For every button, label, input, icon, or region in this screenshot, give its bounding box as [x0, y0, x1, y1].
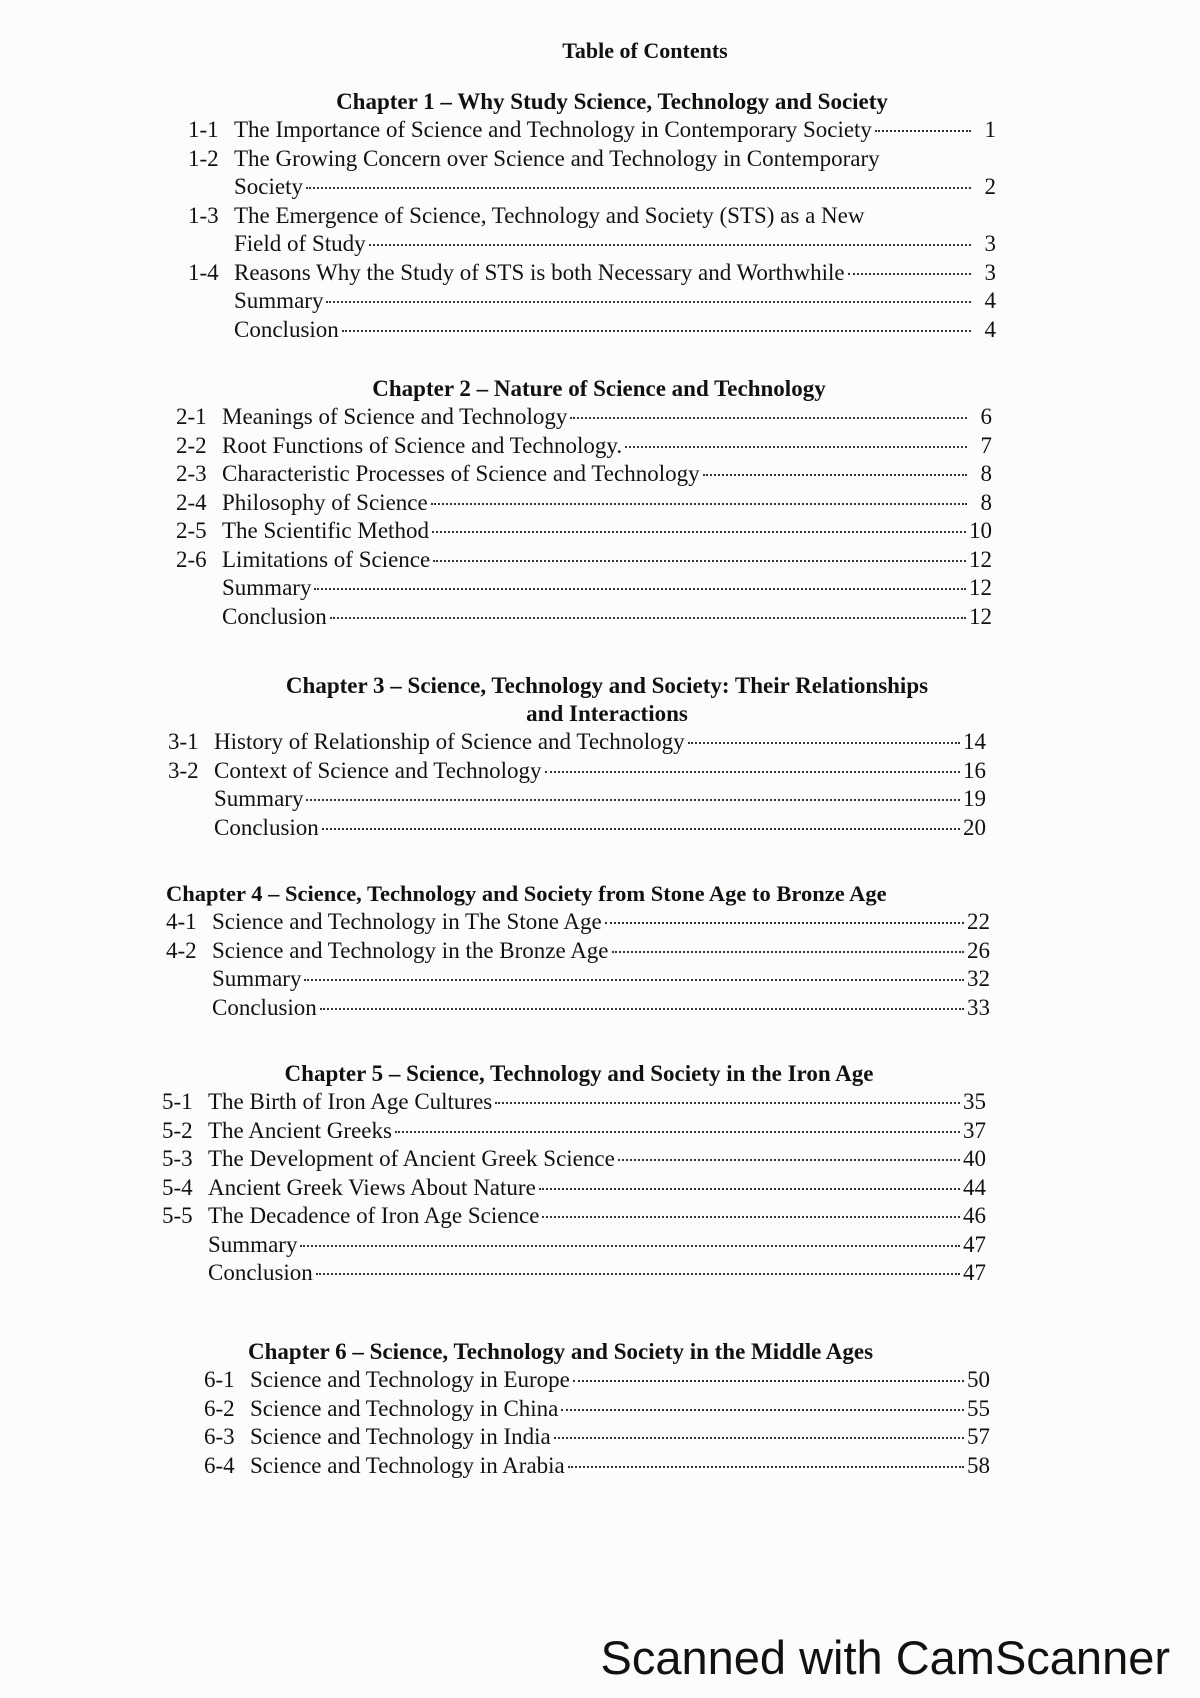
entry-number: 4-1: [166, 909, 197, 934]
entry-page: 47: [963, 1231, 986, 1257]
entry-number: 2-4: [176, 489, 207, 515]
toc-entry[interactable]: [162, 1202, 986, 1231]
entry-title-continued: Society: [234, 174, 303, 199]
entry-page: 12: [969, 546, 992, 572]
dot-leader: [314, 588, 966, 590]
entry-page: 58: [967, 1452, 990, 1478]
dot-leader: [612, 951, 964, 953]
entry-title: Summary: [222, 575, 312, 600]
dot-leader: [605, 922, 964, 924]
toc-entry[interactable]: [168, 757, 986, 786]
chapter-5: [162, 1060, 986, 1288]
entry-title: The Development of Ancient Greek Science: [208, 1146, 615, 1171]
toc-entry[interactable]: [176, 460, 992, 489]
entry-number: 5-5: [162, 1203, 193, 1228]
entry-title: Summary: [234, 288, 324, 313]
entry-title: Limitations of Science: [222, 546, 431, 572]
page-title: Table of Contents: [562, 38, 728, 63]
toc-entry[interactable]: [166, 994, 990, 1023]
toc-entry[interactable]: [176, 403, 992, 432]
entry-title: Science and Technology in Arabia: [250, 1452, 565, 1478]
chapter-2: [176, 375, 992, 631]
dot-leader: [304, 979, 964, 981]
entry-page: 4: [984, 316, 996, 342]
dot-leader: [688, 742, 960, 744]
dot-leader: [342, 330, 971, 332]
toc-entry[interactable]: [176, 489, 992, 518]
scanner-watermark: Scanned with CamScanner: [600, 1631, 1170, 1684]
dot-leader: [542, 1216, 960, 1218]
dot-leader: [495, 1102, 960, 1104]
dot-leader: [306, 799, 960, 801]
toc-entry[interactable]: [166, 965, 990, 994]
entry-page: 12: [969, 603, 992, 629]
toc-entry[interactable]: [176, 517, 992, 546]
toc-entry[interactable]: [162, 1145, 986, 1174]
dot-leader: [326, 301, 971, 303]
entry-title: Conclusion: [208, 1260, 313, 1285]
entry-title: Conclusion: [222, 603, 327, 629]
toc-entry[interactable]: [168, 814, 986, 843]
toc-entry[interactable]: [176, 574, 992, 603]
toc-entry[interactable]: [162, 1231, 986, 1260]
entry-title: Conclusion: [234, 316, 339, 342]
entry-title: The Decadence of Iron Age Science: [208, 1203, 540, 1228]
entry-page: 47: [963, 1260, 986, 1285]
toc-entry[interactable]: [188, 287, 996, 316]
chapter-heading: Chapter 3 – Science, Technology and Society: Their Relationships: [285, 673, 929, 698]
entry-page: 37: [963, 1117, 986, 1143]
dot-leader: [369, 244, 971, 246]
entry-title: Science and Technology in The Stone Age: [212, 909, 602, 934]
chapter-heading-continued: and Interactions: [526, 701, 688, 726]
entry-page: 50: [967, 1367, 990, 1392]
chapter-heading: Chapter 1 – Why Study Science, Technology and Society: [336, 89, 888, 114]
toc-entry[interactable]: [176, 546, 992, 575]
dot-leader: [875, 130, 971, 132]
entry-number: 2-6: [176, 546, 207, 572]
entry-page: 32: [967, 966, 990, 991]
entry-title: The Emergence of Science, Technology and Society (STS) as a New: [234, 202, 865, 228]
entry-number: 5-4: [162, 1174, 193, 1200]
entry-title: Summary: [214, 786, 304, 811]
entry-page: 33: [967, 994, 990, 1020]
toc-entry[interactable]: [162, 1174, 986, 1203]
toc-entry[interactable]: [188, 316, 996, 345]
chapter-heading: Chapter 2 – Nature of Science and Technology: [372, 376, 826, 401]
dot-leader: [395, 1131, 960, 1133]
entry-number: 1-4: [188, 259, 219, 285]
entry-number: 1-2: [188, 145, 219, 171]
chapter-1: [188, 88, 996, 344]
toc-entry[interactable]: [204, 1423, 990, 1452]
entry-title: Meanings of Science and Technology: [222, 404, 568, 429]
entry-page: 1: [984, 117, 996, 142]
entry-title: Conclusion: [214, 814, 319, 840]
entry-page: 3: [984, 259, 996, 285]
dot-leader: [848, 273, 971, 275]
entry-page: 22: [967, 909, 990, 934]
entry-number: 1-1: [188, 117, 219, 142]
dot-leader: [561, 1409, 964, 1411]
dot-leader: [431, 503, 967, 505]
toc-entry[interactable]: [166, 937, 990, 966]
toc-entry[interactable]: [176, 603, 992, 632]
entry-page: 4: [984, 288, 996, 313]
entry-page: 8: [980, 461, 992, 486]
entry-page: 46: [963, 1203, 986, 1228]
toc-entry[interactable]: [188, 259, 996, 288]
toc-entry[interactable]: [168, 728, 986, 757]
entry-number: 5-1: [162, 1089, 193, 1114]
toc-entry[interactable]: [162, 1259, 986, 1288]
chapter-heading: Chapter 4 – Science, Technology and Society from Stone Age to Bronze Age: [166, 881, 887, 906]
entry-page: 19: [963, 786, 986, 811]
dot-leader: [703, 474, 967, 476]
chapter-heading: Chapter 6 – Science, Technology and Society in the Middle Ages: [248, 1339, 874, 1364]
toc-entry[interactable]: [204, 1395, 990, 1424]
toc-entry[interactable]: [176, 432, 992, 461]
dot-leader: [618, 1159, 960, 1161]
entry-title: Philosophy of Science: [222, 489, 428, 515]
entry-page: 44: [963, 1174, 986, 1200]
dot-leader: [554, 1437, 964, 1439]
entry-title: Summary: [208, 1231, 298, 1257]
entry-title: Science and Technology in India: [250, 1424, 551, 1449]
toc-entry[interactable]: [188, 202, 996, 259]
entry-number: 6-2: [204, 1395, 235, 1421]
entry-number: 3-2: [168, 757, 199, 783]
entry-page: 40: [963, 1146, 986, 1171]
entry-number: 6-3: [204, 1424, 235, 1449]
entry-number: 1-3: [188, 202, 219, 228]
entry-page: 12: [969, 575, 992, 600]
dot-leader: [570, 417, 967, 419]
toc-entry[interactable]: [204, 1452, 990, 1481]
dot-leader: [330, 617, 966, 619]
dot-leader: [432, 531, 966, 533]
entry-page: 16: [963, 757, 986, 783]
toc-entry[interactable]: [162, 1117, 986, 1146]
entry-title: The Scientific Method: [222, 518, 429, 543]
entry-page: 6: [980, 404, 992, 429]
entry-page: 20: [963, 814, 986, 840]
entry-number: 6-4: [204, 1452, 235, 1478]
dot-leader: [625, 446, 967, 448]
chapter-4: [166, 880, 990, 1022]
entry-page: 3: [984, 231, 996, 256]
entry-page: 10: [969, 518, 992, 543]
dot-leader: [306, 187, 971, 189]
toc-entry[interactable]: [204, 1366, 990, 1395]
dot-leader: [433, 560, 966, 562]
entry-title: The Growing Concern over Science and Technology in Contemporary: [234, 145, 880, 171]
chapter-heading: Chapter 5 – Science, Technology and Society in the Iron Age: [284, 1061, 874, 1086]
toc-entry[interactable]: [168, 785, 986, 814]
dot-leader: [320, 1008, 964, 1010]
toc-entry[interactable]: [188, 145, 996, 202]
dot-leader: [568, 1466, 964, 1468]
entry-page: 35: [963, 1089, 986, 1114]
dot-leader: [573, 1380, 964, 1382]
dot-leader: [300, 1245, 960, 1247]
entry-page: 8: [980, 489, 992, 515]
entry-title: Science and Technology in Europe: [250, 1367, 570, 1392]
entry-number: 2-2: [176, 432, 207, 458]
entry-title: The Ancient Greeks: [208, 1117, 392, 1143]
entry-page: 14: [963, 729, 986, 754]
entry-page: 26: [967, 937, 990, 963]
entry-number: 5-3: [162, 1146, 193, 1171]
entry-title: The Importance of Science and Technology in Contemporary Society: [234, 117, 872, 142]
entry-page: 57: [967, 1424, 990, 1449]
dot-leader: [322, 828, 960, 830]
entry-number: 6-1: [204, 1367, 235, 1392]
entry-title: The Birth of Iron Age Cultures: [208, 1089, 493, 1114]
entry-title: Characteristic Processes of Science and Technology: [222, 461, 700, 486]
entry-title: Ancient Greek Views About Nature: [208, 1174, 536, 1200]
dot-leader: [316, 1273, 960, 1275]
toc-entry[interactable]: [166, 908, 990, 937]
entry-title: Conclusion: [212, 994, 317, 1020]
entry-number: 2-3: [176, 461, 207, 486]
entry-title: Context of Science and Technology: [214, 757, 542, 783]
chapter-3: [168, 672, 986, 842]
entry-title: Summary: [212, 966, 302, 991]
entry-number: 3-1: [168, 729, 199, 754]
toc-entry[interactable]: [162, 1088, 986, 1117]
entry-page: 7: [980, 432, 992, 458]
dot-leader: [545, 771, 960, 773]
dot-leader: [539, 1188, 960, 1190]
entry-title-continued: Field of Study: [234, 231, 366, 256]
chapter-6: [204, 1338, 990, 1480]
entry-title: Root Functions of Science and Technology.: [222, 432, 623, 458]
entry-title: Reasons Why the Study of STS is both Necessary and Worthwhile: [234, 259, 845, 285]
entry-page: 2: [984, 174, 996, 199]
entry-number: 2-5: [176, 518, 207, 543]
entry-title: History of Relationship of Science and Technology: [214, 729, 685, 754]
entry-title: Science and Technology in China: [250, 1395, 559, 1421]
entry-number: 5-2: [162, 1117, 193, 1143]
entry-number: 4-2: [166, 937, 197, 963]
entry-page: 55: [967, 1395, 990, 1421]
entry-number: 2-1: [176, 404, 207, 429]
toc-entry[interactable]: [188, 116, 996, 145]
entry-title: Science and Technology in the Bronze Age: [212, 937, 609, 963]
